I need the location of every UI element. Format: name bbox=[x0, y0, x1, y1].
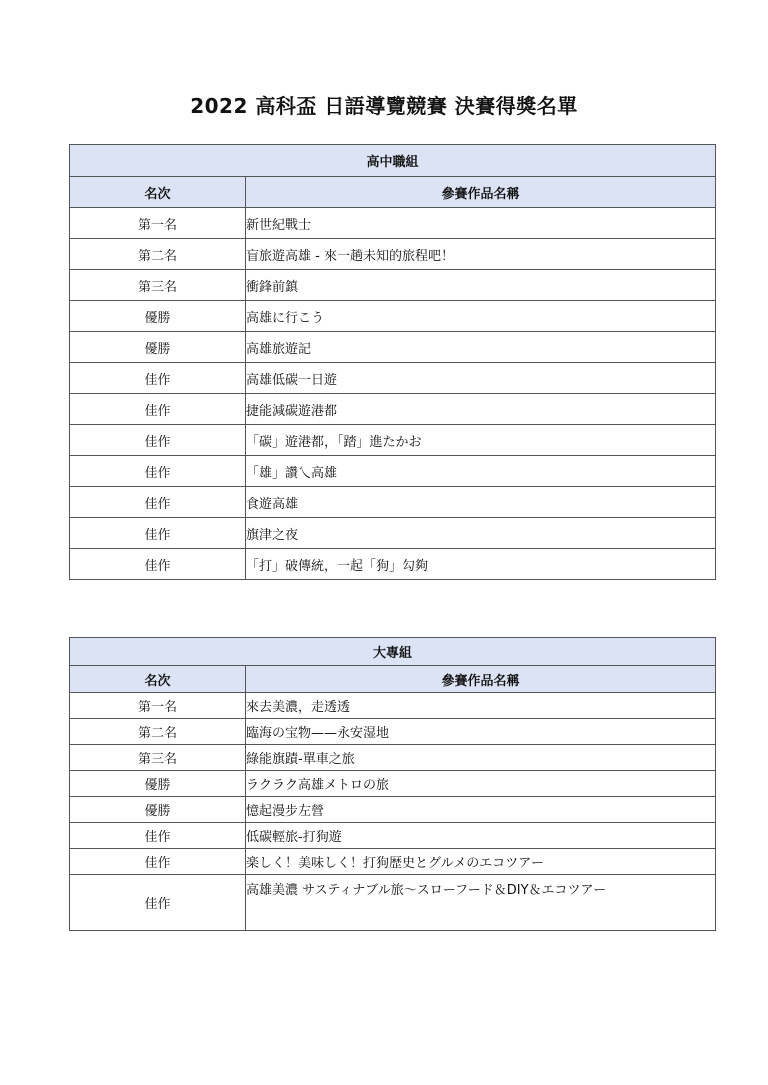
rank-cell: 佳作 bbox=[70, 849, 246, 875]
rank-cell: 第一名 bbox=[70, 693, 246, 719]
table-row bbox=[70, 771, 716, 797]
rank-cell: 佳作 bbox=[70, 549, 246, 580]
table-row bbox=[70, 363, 716, 394]
rank-cell: 優勝 bbox=[70, 301, 246, 332]
work-title-cell: 高雄に行こう bbox=[246, 301, 716, 332]
rank-cell: 佳作 bbox=[70, 456, 246, 487]
column-header-work-title: 參賽作品名稱 bbox=[246, 666, 716, 693]
table-row bbox=[70, 875, 716, 931]
work-title-cell: 新世紀戰士 bbox=[246, 208, 716, 239]
table-row bbox=[70, 693, 716, 719]
work-title-cell: 高雄旅遊記 bbox=[246, 332, 716, 363]
rank-cell: 優勝 bbox=[70, 771, 246, 797]
work-title-cell: 盲旅遊高雄 - 來一趟未知的旅程吧！ bbox=[246, 239, 716, 270]
work-title-cell: 楽しく！美味しく！打狗歴史とグルメのエコツアー bbox=[246, 849, 716, 875]
rank-cell: 佳作 bbox=[70, 487, 246, 518]
work-title-cell: ラクラク高雄メトロの旅 bbox=[246, 771, 716, 797]
table-row bbox=[70, 719, 716, 745]
table-row bbox=[70, 301, 716, 332]
work-title-cell: 「碳」遊港都，「踏」進たかお bbox=[246, 425, 716, 456]
work-title-cell: 食遊高雄 bbox=[246, 487, 716, 518]
rank-cell: 第一名 bbox=[70, 208, 246, 239]
rank-cell: 佳作 bbox=[70, 823, 246, 849]
table-row bbox=[70, 425, 716, 456]
rank-cell: 佳作 bbox=[70, 394, 246, 425]
work-title-cell: 來去美濃，走透透 bbox=[246, 693, 716, 719]
work-title-cell: 臨海の宝物——永安湿地 bbox=[246, 719, 716, 745]
rank-cell: 優勝 bbox=[70, 332, 246, 363]
work-title-cell: 低碳輕旅-打狗遊 bbox=[246, 823, 716, 849]
group-header-high-school: 高中職組 bbox=[70, 145, 716, 177]
table-row bbox=[70, 394, 716, 425]
work-title-cell: 「雄」讚乀高雄 bbox=[246, 456, 716, 487]
high-school-award-table bbox=[69, 144, 716, 580]
table-row bbox=[70, 332, 716, 363]
group-header-university: 大專組 bbox=[70, 638, 716, 666]
rank-cell: 優勝 bbox=[70, 797, 246, 823]
table-row bbox=[70, 239, 716, 270]
work-title-cell: 捷能減碳遊港都 bbox=[246, 394, 716, 425]
column-header-work-title: 參賽作品名稱 bbox=[246, 177, 716, 208]
table-row bbox=[70, 270, 716, 301]
work-title-cell: 綠能旗蹟-單車之旅 bbox=[246, 745, 716, 771]
table-row bbox=[70, 823, 716, 849]
table-row bbox=[70, 549, 716, 580]
column-header-rank: 名次 bbox=[70, 177, 246, 208]
table-row bbox=[70, 849, 716, 875]
rank-cell: 第三名 bbox=[70, 270, 246, 301]
work-title-cell: 衝鋒前鎮 bbox=[246, 270, 716, 301]
work-title-cell: 「打」破傳統，一起「狗」勾夠 bbox=[246, 549, 716, 580]
column-header-rank: 名次 bbox=[70, 666, 246, 693]
university-award-table bbox=[69, 637, 716, 931]
rank-cell: 第三名 bbox=[70, 745, 246, 771]
work-title-cell: 憶起漫步左營 bbox=[246, 797, 716, 823]
rank-cell: 佳作 bbox=[70, 875, 246, 931]
rank-cell: 第二名 bbox=[70, 239, 246, 270]
rank-cell: 佳作 bbox=[70, 518, 246, 549]
work-title-cell: 高雄美濃 サスティナブル旅～スローフード＆DIY＆エコツアー bbox=[246, 875, 716, 931]
rank-cell: 佳作 bbox=[70, 425, 246, 456]
rank-cell: 佳作 bbox=[70, 363, 246, 394]
work-title-cell: 旗津之夜 bbox=[246, 518, 716, 549]
table-row bbox=[70, 745, 716, 771]
table-row bbox=[70, 456, 716, 487]
table-row bbox=[70, 797, 716, 823]
document-title: 2022 高科盃 日語導覽競賽 決賽得獎名單 bbox=[190, 94, 578, 118]
table-row bbox=[70, 208, 716, 239]
work-title-cell: 高雄低碳一日遊 bbox=[246, 363, 716, 394]
table-row bbox=[70, 518, 716, 549]
rank-cell: 第二名 bbox=[70, 719, 246, 745]
table-row bbox=[70, 487, 716, 518]
